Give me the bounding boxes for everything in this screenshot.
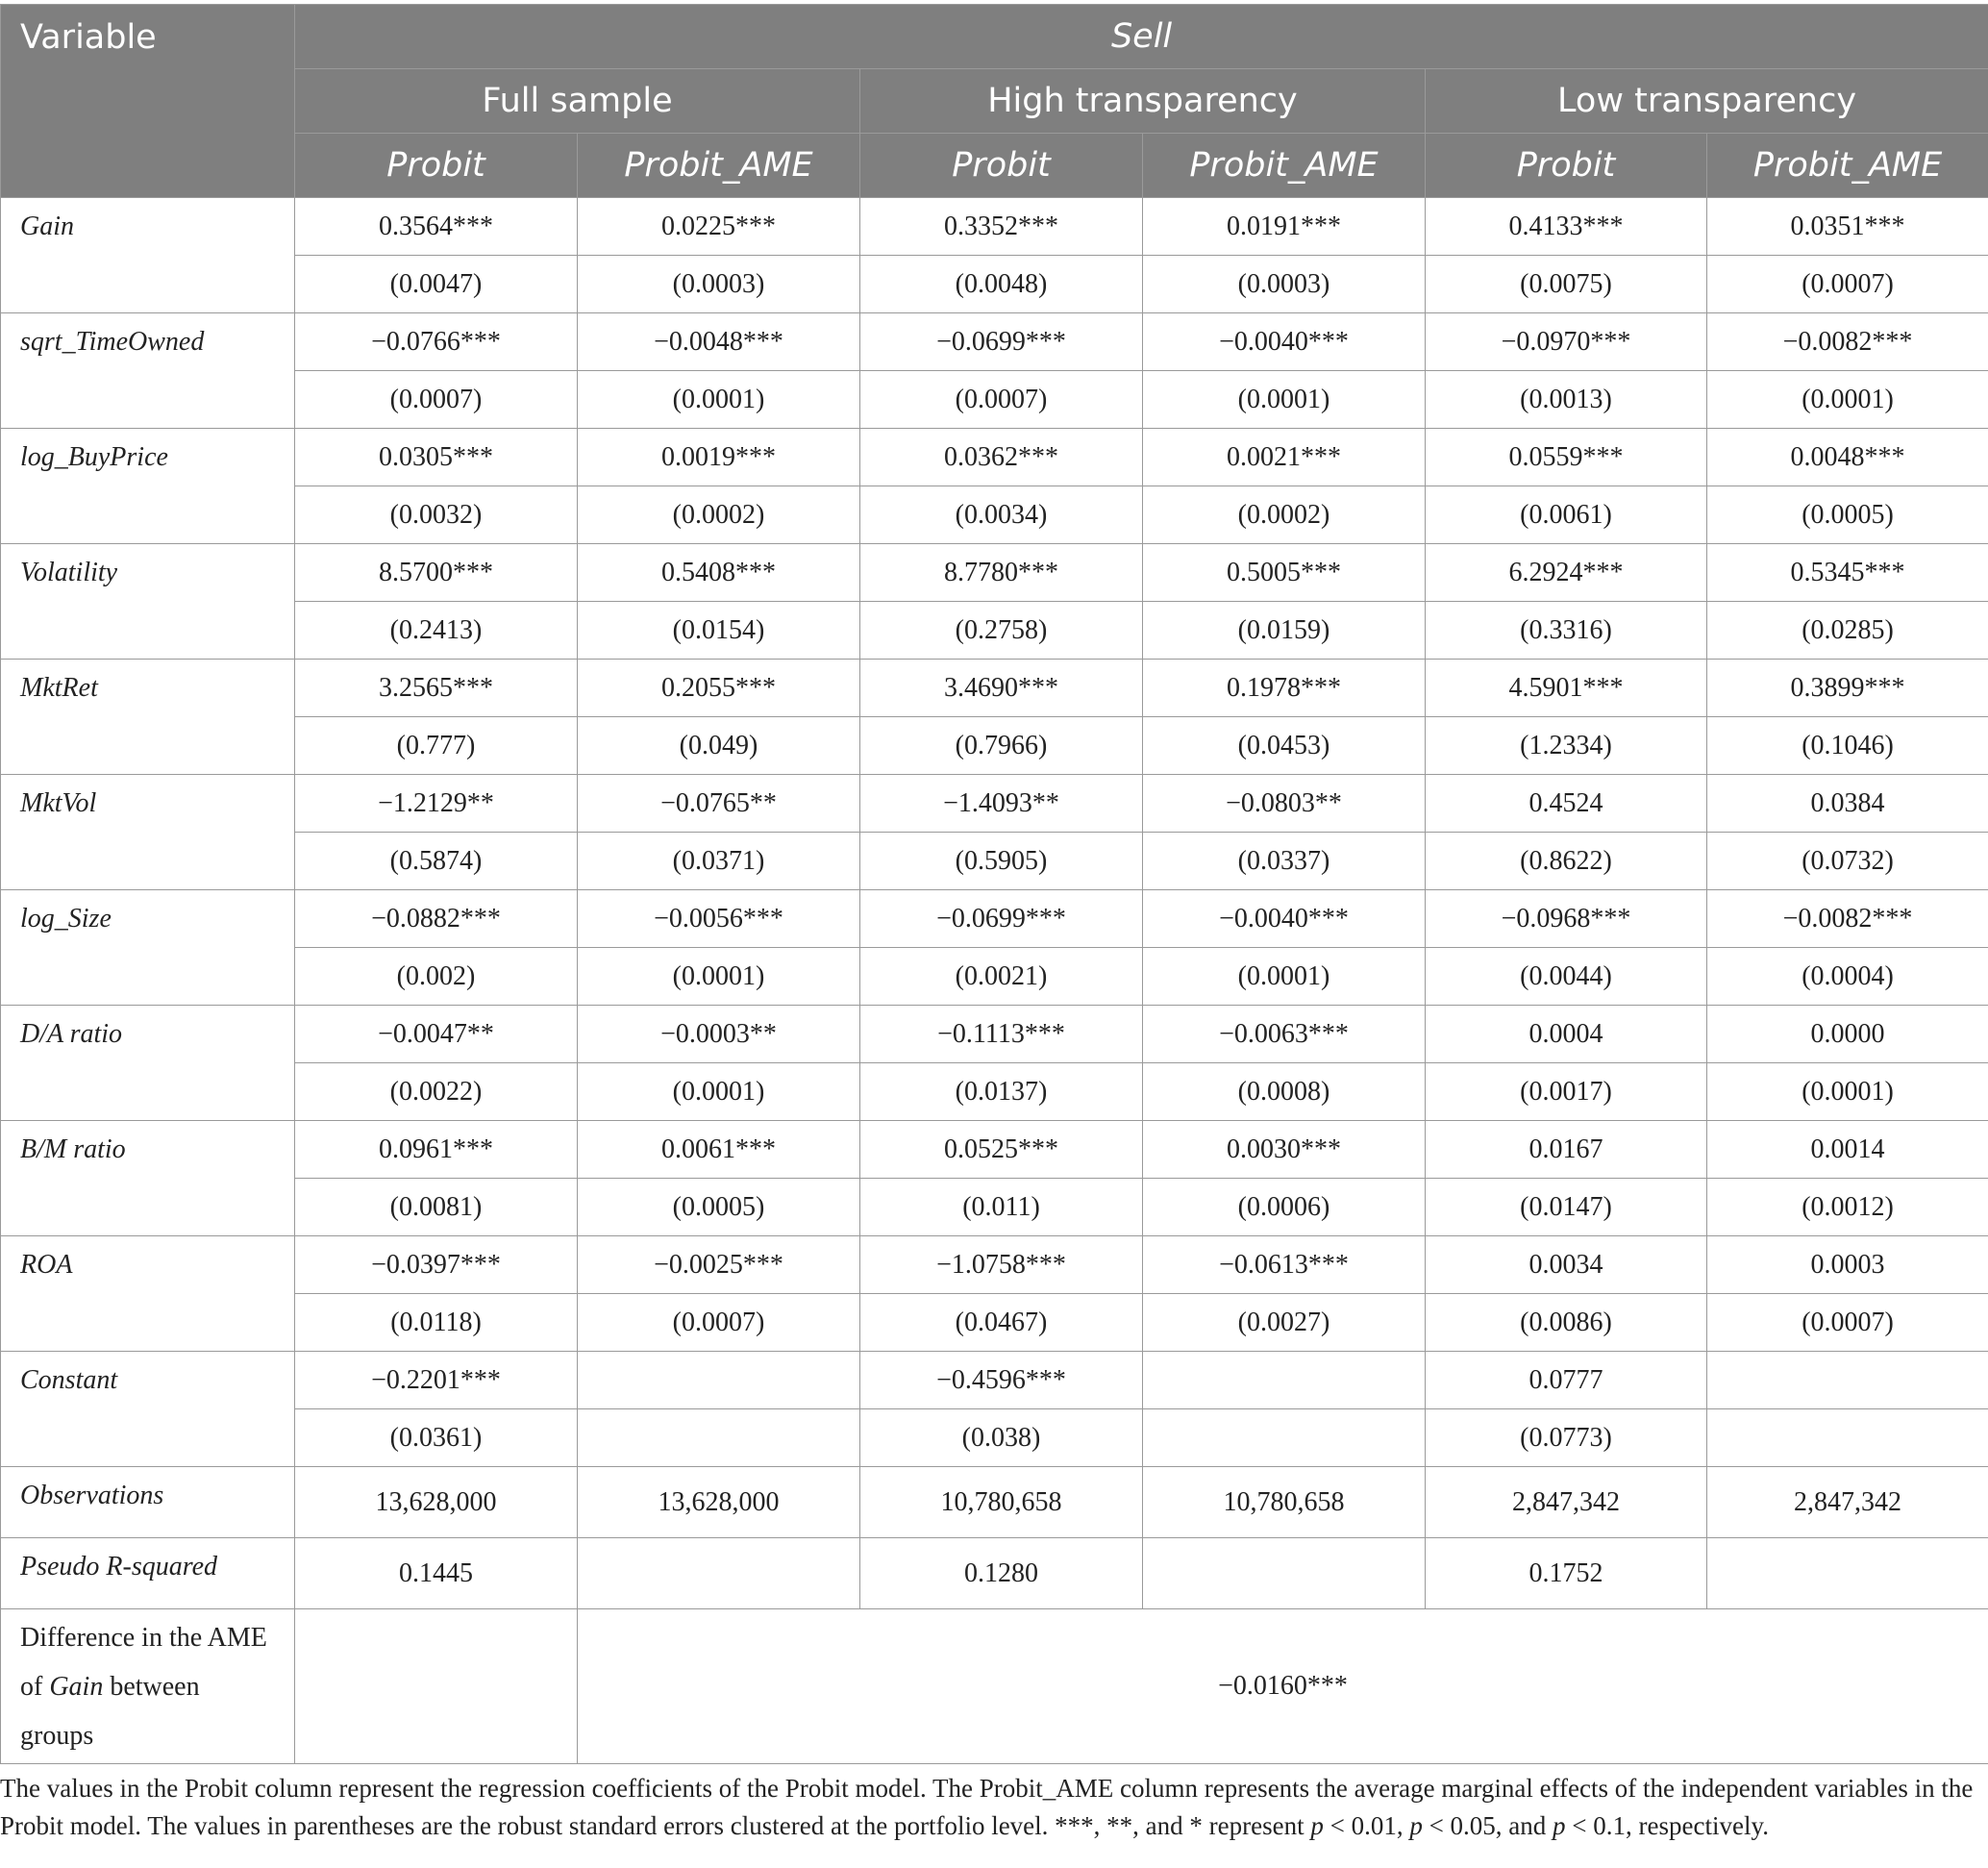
se-cell: (0.0008)	[1143, 1063, 1426, 1121]
coef-cell	[1143, 1352, 1426, 1409]
header-row-2	[1, 69, 1988, 134]
se-cell: (0.0048)	[860, 256, 1143, 313]
se-cell: (0.0007)	[295, 371, 578, 429]
coef-cell: −0.0025***	[578, 1236, 860, 1294]
dependent-variable-header: Sell	[295, 5, 1988, 69]
observations-cell: 13,628,000	[578, 1467, 860, 1538]
se-cell: (0.0361)	[295, 1409, 578, 1467]
se-cell: (0.0047)	[295, 256, 578, 313]
coef-cell: 3.2565***	[295, 660, 578, 717]
se-cell: (0.7966)	[860, 717, 1143, 775]
se-cell: (0.0732)	[1707, 833, 1988, 890]
variable-label: sqrt_TimeOwned	[1, 313, 295, 429]
coef-cell: 6.2924***	[1426, 544, 1707, 602]
group-header-full-sample: Full sample	[295, 69, 860, 134]
coef-cell: 0.0305***	[295, 429, 578, 486]
se-cell: (0.1046)	[1707, 717, 1988, 775]
coef-cell: 0.2055***	[578, 660, 860, 717]
se-cell: (0.0004)	[1707, 948, 1988, 1006]
se-cell: (0.011)	[860, 1179, 1143, 1236]
se-cell: (0.0118)	[295, 1294, 578, 1352]
model-header: Probit	[295, 134, 578, 198]
se-cell: (0.0467)	[860, 1294, 1143, 1352]
se-cell: (0.3316)	[1426, 602, 1707, 660]
difference-label-between: between	[103, 1672, 200, 1702]
group-header-high-transparency: High transparency	[860, 69, 1426, 134]
coef-cell: 0.0351***	[1707, 198, 1988, 256]
se-cell	[1143, 1409, 1426, 1467]
se-cell: (0.0001)	[578, 1063, 860, 1121]
pseudo-r2-row	[1, 1538, 1988, 1609]
pseudo-r2-cell: 0.1445	[295, 1538, 578, 1609]
coef-cell: 0.0034	[1426, 1236, 1707, 1294]
observations-cell: 13,628,000	[295, 1467, 578, 1538]
coef-cell: 3.4690***	[860, 660, 1143, 717]
coef-cell: −0.0968***	[1426, 890, 1707, 948]
coef-cell: −0.0082***	[1707, 313, 1988, 371]
se-cell: (0.5905)	[860, 833, 1143, 890]
coef-cell: 0.0191***	[1143, 198, 1426, 256]
coef-cell: −0.0003**	[578, 1006, 860, 1063]
variable-label: Gain	[1, 198, 295, 313]
se-cell: (0.0002)	[1143, 486, 1426, 544]
variable-label: MktRet	[1, 660, 295, 775]
coef-cell: 0.0961***	[295, 1121, 578, 1179]
se-cell: (0.0001)	[1707, 1063, 1988, 1121]
model-header: Probit_AME	[578, 134, 860, 198]
se-cell: (0.0032)	[295, 486, 578, 544]
se-cell: (0.0022)	[295, 1063, 578, 1121]
se-cell: (0.777)	[295, 717, 578, 775]
se-cell: (0.0027)	[1143, 1294, 1426, 1352]
se-cell: (0.0061)	[1426, 486, 1707, 544]
coef-cell: 0.5408***	[578, 544, 860, 602]
se-cell: (0.0007)	[1707, 256, 1988, 313]
se-row	[1, 948, 1988, 1006]
coef-cell: −0.0082***	[1707, 890, 1988, 948]
se-cell: (0.0001)	[1143, 371, 1426, 429]
se-cell: (0.0285)	[1707, 602, 1988, 660]
variable-label: Constant	[1, 1352, 295, 1467]
coef-cell: 0.0030***	[1143, 1121, 1426, 1179]
difference-label-line1: Difference in the AME	[20, 1623, 267, 1653]
se-cell: (0.5874)	[295, 833, 578, 890]
coef-cell: 8.5700***	[295, 544, 578, 602]
coef-row	[1, 660, 1988, 717]
se-cell: (0.0081)	[295, 1179, 578, 1236]
empty-cell	[578, 1538, 860, 1609]
se-cell: (0.0001)	[578, 371, 860, 429]
group-header-low-transparency: Low transparency	[1426, 69, 1988, 134]
se-cell: (0.0044)	[1426, 948, 1707, 1006]
se-cell: (0.0154)	[578, 602, 860, 660]
se-cell: (0.0013)	[1426, 371, 1707, 429]
table-footer-rows	[1, 1467, 1988, 1764]
se-cell: (0.0075)	[1426, 256, 1707, 313]
se-cell: (1.2334)	[1426, 717, 1707, 775]
se-cell: (0.2413)	[295, 602, 578, 660]
coef-cell: 0.4524	[1426, 775, 1707, 833]
coef-cell: −0.0040***	[1143, 313, 1426, 371]
coef-cell: 0.3564***	[295, 198, 578, 256]
se-row	[1, 486, 1988, 544]
coef-cell: −1.4093**	[860, 775, 1143, 833]
se-cell: (0.0005)	[1707, 486, 1988, 544]
coef-cell: −0.0765**	[578, 775, 860, 833]
coef-cell: 0.0021***	[1143, 429, 1426, 486]
coef-cell: 0.1978***	[1143, 660, 1426, 717]
se-cell	[1707, 1409, 1988, 1467]
difference-value: −0.0160***	[578, 1609, 1988, 1764]
table-body	[1, 198, 1988, 1467]
se-cell: (0.0337)	[1143, 833, 1426, 890]
variable-label: Volatility	[1, 544, 295, 660]
coef-cell: 0.0003	[1707, 1236, 1988, 1294]
regression-table	[0, 4, 1988, 1764]
coef-row	[1, 1121, 1988, 1179]
empty-cell	[295, 1609, 578, 1764]
coef-cell: −1.0758***	[860, 1236, 1143, 1294]
coef-cell: −0.0766***	[295, 313, 578, 371]
empty-cell	[1707, 1538, 1988, 1609]
model-header: Probit	[860, 134, 1143, 198]
coef-cell: 0.5005***	[1143, 544, 1426, 602]
coef-row	[1, 544, 1988, 602]
coef-cell: 0.0384	[1707, 775, 1988, 833]
se-cell: (0.0006)	[1143, 1179, 1426, 1236]
pseudo-r2-cell: 0.1280	[860, 1538, 1143, 1609]
coef-cell: −0.0040***	[1143, 890, 1426, 948]
note-text: The values in the Probit column represent the regression coefficients of the Probit model. The Probit_AME column represents the average marginal effects of the independent variables in the Probit model. The values in parentheses are the robust standard errors clustered at the portfolio level. ***, **, and * represent	[0, 1774, 1974, 1840]
se-row	[1, 256, 1988, 313]
difference-label	[1, 1609, 295, 1764]
coef-cell: 0.3352***	[860, 198, 1143, 256]
se-row	[1, 1063, 1988, 1121]
se-cell: (0.038)	[860, 1409, 1143, 1467]
variable-header: Variable	[1, 5, 295, 198]
row-label: Pseudo R-squared	[1, 1538, 295, 1609]
coef-cell: −0.0970***	[1426, 313, 1707, 371]
model-header: Probit_AME	[1143, 134, 1426, 198]
coef-cell: −0.4596***	[860, 1352, 1143, 1409]
coef-cell	[1707, 1352, 1988, 1409]
row-label: Observations	[1, 1467, 295, 1538]
coef-row	[1, 1236, 1988, 1294]
coef-cell: −0.0056***	[578, 890, 860, 948]
table-container	[0, 4, 1988, 1845]
difference-label-line3: groups	[20, 1721, 94, 1751]
se-cell: (0.0137)	[860, 1063, 1143, 1121]
se-cell: (0.8622)	[1426, 833, 1707, 890]
coef-row	[1, 429, 1988, 486]
variable-label: log_BuyPrice	[1, 429, 295, 544]
table-note	[0, 1770, 1980, 1845]
se-row	[1, 717, 1988, 775]
coef-cell: 0.0777	[1426, 1352, 1707, 1409]
note-p: p	[1409, 1811, 1423, 1840]
model-header: Probit	[1426, 134, 1707, 198]
coef-cell: 0.0225***	[578, 198, 860, 256]
note-lt3: < 0.1, respectively.	[1565, 1811, 1769, 1840]
note-lt2: < 0.05, and	[1422, 1811, 1553, 1840]
se-row	[1, 833, 1988, 890]
variable-label: MktVol	[1, 775, 295, 890]
header-row-1	[1, 5, 1988, 69]
se-cell: (0.0001)	[578, 948, 860, 1006]
variable-label: log_Size	[1, 890, 295, 1006]
se-cell: (0.2758)	[860, 602, 1143, 660]
coef-cell: −0.1113***	[860, 1006, 1143, 1063]
note-lt1: < 0.01,	[1323, 1811, 1410, 1840]
coef-cell: 0.0362***	[860, 429, 1143, 486]
coef-cell: 0.0014	[1707, 1121, 1988, 1179]
coef-cell: −0.0397***	[295, 1236, 578, 1294]
difference-row	[1, 1609, 1988, 1764]
coef-cell: −1.2129**	[295, 775, 578, 833]
se-cell: (0.0159)	[1143, 602, 1426, 660]
se-cell: (0.0003)	[578, 256, 860, 313]
difference-label-gain: Gain	[49, 1672, 104, 1702]
coef-cell: 0.0048***	[1707, 429, 1988, 486]
se-cell: (0.002)	[295, 948, 578, 1006]
coef-cell: −0.0699***	[860, 890, 1143, 948]
se-cell: (0.0147)	[1426, 1179, 1707, 1236]
coef-cell: −0.0699***	[860, 313, 1143, 371]
se-row	[1, 1179, 1988, 1236]
coef-cell: 0.0019***	[578, 429, 860, 486]
empty-cell	[1143, 1538, 1426, 1609]
se-row	[1, 371, 1988, 429]
variable-label: ROA	[1, 1236, 295, 1352]
coef-cell: 0.5345***	[1707, 544, 1988, 602]
se-cell: (0.0001)	[1143, 948, 1426, 1006]
observations-row	[1, 1467, 1988, 1538]
coef-cell: 0.3899***	[1707, 660, 1988, 717]
se-cell: (0.0034)	[860, 486, 1143, 544]
se-cell	[578, 1409, 860, 1467]
se-cell: (0.0003)	[1143, 256, 1426, 313]
variable-label: D/A ratio	[1, 1006, 295, 1121]
coef-cell: −0.0613***	[1143, 1236, 1426, 1294]
coef-cell: 0.0525***	[860, 1121, 1143, 1179]
se-cell: (0.0021)	[860, 948, 1143, 1006]
se-cell: (0.0001)	[1707, 371, 1988, 429]
note-p: p	[1310, 1811, 1324, 1840]
se-cell: (0.0007)	[578, 1294, 860, 1352]
coef-row	[1, 313, 1988, 371]
se-cell: (0.0005)	[578, 1179, 860, 1236]
se-cell: (0.0773)	[1426, 1409, 1707, 1467]
coef-cell: −0.0803**	[1143, 775, 1426, 833]
se-row	[1, 602, 1988, 660]
observations-cell: 10,780,658	[1143, 1467, 1426, 1538]
coef-cell: −0.2201***	[295, 1352, 578, 1409]
observations-cell: 10,780,658	[860, 1467, 1143, 1538]
se-cell: (0.0007)	[860, 371, 1143, 429]
coef-row	[1, 198, 1988, 256]
coef-cell: 4.5901***	[1426, 660, 1707, 717]
coef-row	[1, 1006, 1988, 1063]
coef-cell: −0.0063***	[1143, 1006, 1426, 1063]
se-cell: (0.049)	[578, 717, 860, 775]
observations-cell: 2,847,342	[1426, 1467, 1707, 1538]
coef-cell: −0.0047**	[295, 1006, 578, 1063]
se-cell: (0.0012)	[1707, 1179, 1988, 1236]
note-p: p	[1553, 1811, 1566, 1840]
se-row	[1, 1409, 1988, 1467]
coef-cell: 0.0061***	[578, 1121, 860, 1179]
se-row	[1, 1294, 1988, 1352]
se-cell: (0.0002)	[578, 486, 860, 544]
observations-cell: 2,847,342	[1707, 1467, 1988, 1538]
se-cell: (0.0371)	[578, 833, 860, 890]
coef-cell: 0.0559***	[1426, 429, 1707, 486]
se-cell: (0.0453)	[1143, 717, 1426, 775]
model-header: Probit_AME	[1707, 134, 1988, 198]
coef-cell: 0.0000	[1707, 1006, 1988, 1063]
coef-row	[1, 1352, 1988, 1409]
se-cell: (0.0086)	[1426, 1294, 1707, 1352]
coef-cell: −0.0882***	[295, 890, 578, 948]
coef-row	[1, 775, 1988, 833]
coef-cell: 0.0167	[1426, 1121, 1707, 1179]
coef-cell: 0.4133***	[1426, 198, 1707, 256]
difference-label-of: of	[20, 1672, 50, 1702]
coef-cell: 0.0004	[1426, 1006, 1707, 1063]
pseudo-r2-cell: 0.1752	[1426, 1538, 1707, 1609]
coef-cell: −0.0048***	[578, 313, 860, 371]
se-cell: (0.0007)	[1707, 1294, 1988, 1352]
coef-cell	[578, 1352, 860, 1409]
se-cell: (0.0017)	[1426, 1063, 1707, 1121]
variable-label: B/M ratio	[1, 1121, 295, 1236]
coef-row	[1, 890, 1988, 948]
coef-cell: 8.7780***	[860, 544, 1143, 602]
header-row-3	[1, 134, 1988, 198]
